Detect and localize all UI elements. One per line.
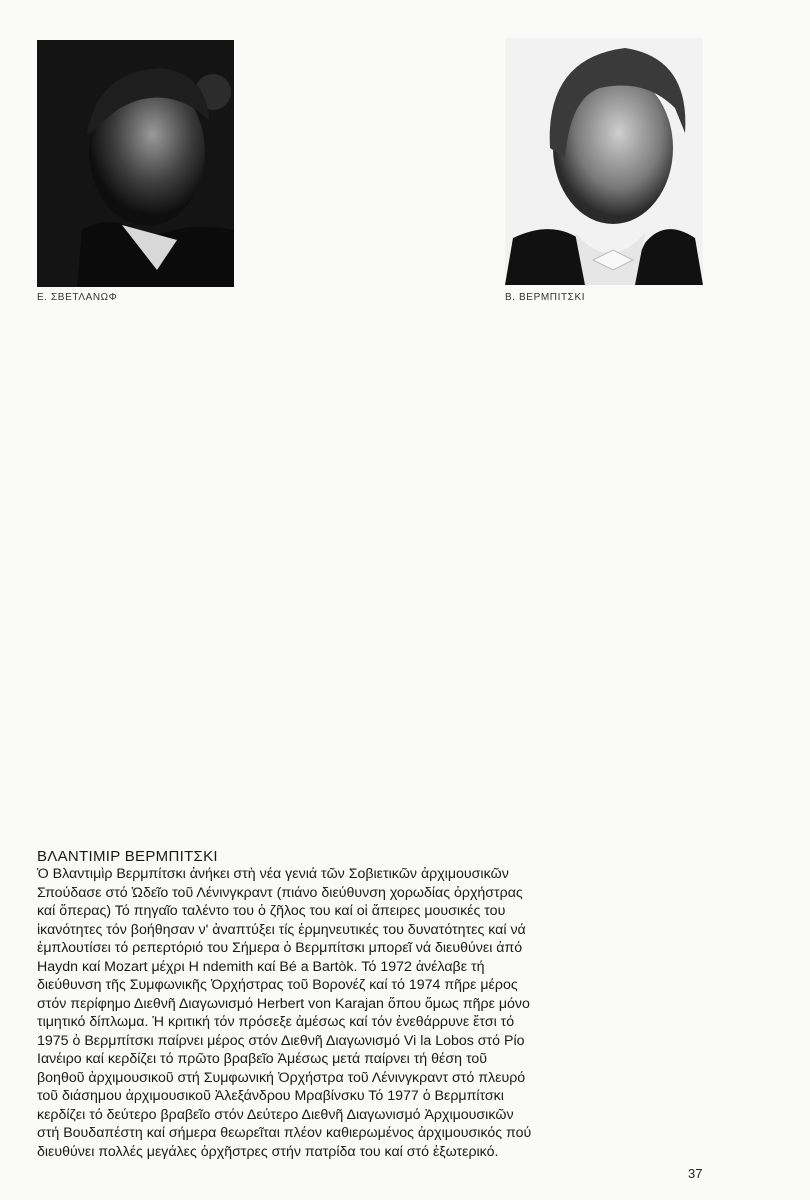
- photo-caption-left: Ε. ΣΒΕΤΛΑΝΩΦ: [37, 292, 118, 303]
- article-body: [37, 865, 707, 1161]
- portrait-photo-verbitsky: [505, 38, 703, 285]
- article-line: Ιανέιρο καί κερδίζει τό πρῶτο βραβεῖο Ἀμέσως μετά παίρνει τή θέση τοῦ: [37, 1051, 487, 1067]
- article-line: στή Βουδαπέστη καί σήμερα θεωρεῖται πλέον καθιερωμένος ἀρχιμουσικός πού: [37, 1125, 532, 1141]
- article-line: διεύθυνση τῆς Συμφωνικῆς Ὀρχήστρας τοῦ Βορονέζ καί τό 1974 πῆρε μέρος: [37, 977, 518, 993]
- article-line: Haydn καί Mozart μέχρι H ndemith καί Bé a Bartòk. Τό 1972 ἀνέλαβε τή: [37, 958, 485, 975]
- article-line: ἱκανότητες τόν βοήθησαν ν' ἀναπτύξει τίς ἑρμηνευτικές του δυνατότητες καί νά: [37, 921, 526, 938]
- article-line: διευθύνει πολλές μεγάλες ὀρχῆστρες στήν πατρίδα του καί στό ἐξωτερικό.: [37, 1143, 499, 1160]
- page-number: 37: [688, 1166, 703, 1181]
- article-line: κερδίζει τό δεύτερο βραβεῖο στόν Δεύτερο Διεθνῆ Διαγωνισμό Ἀρχιμουσικῶν: [37, 1106, 514, 1123]
- article-line: τοῦ διάσημου ἀρχιμουσικοῦ Ἀλεξάνδρου Μραβίνσκυ Τό 1977 ὁ Βερμπίτσκι: [37, 1088, 504, 1104]
- article-line: 1975 ὁ Βερμπίτσκι παίρνει μέρος στόν Διεθνῆ Διαγωνισμό Vi la Lobos στό Ρίο: [37, 1032, 525, 1049]
- article-line: τιμητικό δίπλωμα. Ἡ κριτική τόν πρόσεξε ἀμέσως καί τόν ἐνεθάρρυνε ἔτσι τό: [37, 1014, 515, 1030]
- article-title: ΒΛΑΝΤΙΜΙΡ ΒΕΡΜΠΙΤΣΚΙ: [37, 848, 218, 865]
- article-line: ἐμπλουτίσει τό ρεπερτόριό του Σήμερα ὁ Βερμπίτσκι μπορεῖ νά διευθύνει ἀπό: [37, 940, 523, 956]
- article-line: στόν περίφημο Διεθνῆ Διαγωνισμό Herbert von Karajan ὅπου ὅμως πῆρε μόνο: [37, 995, 530, 1012]
- article-line: Ὁ Βλαντιμὶρ Βερμπίτσκι ἀνήκει στὴ νέα γενιά τῶν Σοβιετικῶν ἀρχιμουσικῶν: [37, 866, 509, 882]
- article-line: βοηθοῦ ἀρχιμουσικοῦ στή Συμφωνική Ὀρχήστρα τοῦ Λένινγκραντ στό πλευρό: [37, 1069, 526, 1086]
- article-line: Σπούδασε στό Ὠδεῖο τοῦ Λένινγκραντ (πιάνο διεύθυνση χορωδίας ὀρχήστρας: [37, 884, 523, 901]
- article-line: καί ὅπερας) Τό πηγαῖο ταλέντο του ὁ ζῆλος του καί οἱ ἄπειρες μουσικές του: [37, 903, 506, 919]
- portrait-verbitsky-image: [505, 38, 703, 285]
- photo-caption-right: Β. ΒΕΡΜΠΙΤΣΚΙ: [505, 292, 586, 303]
- portrait-photo-svetlanov: [37, 40, 234, 287]
- portrait-svetlanov-image: [37, 40, 234, 287]
